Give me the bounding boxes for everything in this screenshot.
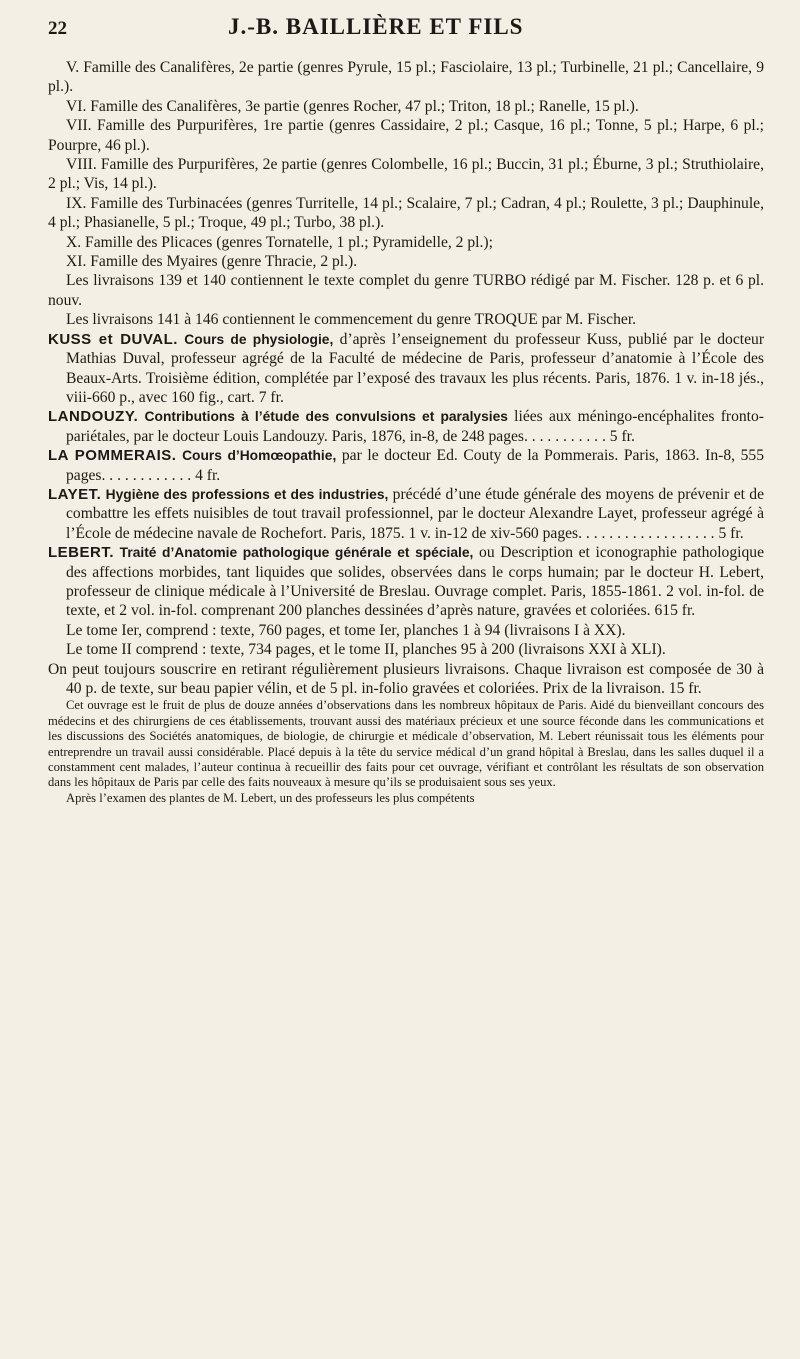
page-number: 22 (48, 18, 67, 39)
note-paragraph: Après l’examen des plantes de M. Lebert, un des professeurs les plus compétents (66, 790, 475, 805)
running-title: J.-B. BAILLIÈRE ET FILS (228, 14, 524, 39)
series-paragraph: V. Famille des Canalifères, 2e partie (genres Pyrule, 15 pl.; Fasciolaire, 13 pl.; Turbinelle, 21 pl.; Cancellaire, 9 pl.). (48, 59, 764, 96)
series-paragraph: IX. Famille des Turbinacées (genres Turritelle, 14 pl.; Scalaire, 7 pl.; Cadran, 4 pl.; Roulette, 3 pl.; Dauphinule, 4 pl.; Phasianelle, 5 pl.; Troque, 49 pl.; Turbo, 38 pl.). (48, 194, 764, 232)
entry-body: liées aux méningo-encéphalites fronto-pariétales, par le docteur Louis Landouzy. Paris, 1876, in-8, de 248 pages. . . . . . . . . . . (66, 408, 764, 445)
catalogue-entry-kuss (48, 330, 764, 408)
entry-title: Cours de physiologie, (184, 331, 334, 347)
entry-author: LANDOUZY. (48, 408, 139, 426)
entry-author: KUSS et DUVAL. (48, 330, 178, 348)
catalogue-entry-la-pommerais (48, 446, 764, 485)
footnote (48, 698, 764, 806)
catalogue-text (48, 58, 764, 698)
series-paragraph: Les livraisons 141 à 146 contiennent le commencement du genre TROQUE par M. Fischer. (66, 311, 637, 329)
catalogue-entry-layet (48, 485, 764, 543)
lebert-subscription: On peut toujours souscrire en retirant régulièrement plusieurs livraisons. Chaque livraison est composée de 30 à 40 p. de texte, sur beau papier vélin, et de 5 pl. in-folio gravées et coloriées. Prix de la livraison. 15 fr. (48, 660, 764, 697)
entry-price: 615 fr. (654, 602, 696, 620)
entry-body: précédé d’une étude générale des moyens de prévenir et de combattre les effets nuisibles de tout travail professionnel, par le docteur Alexandre Layet, professeur agrégé à l’École de médecine navale de Rochefort. Paris, 1875. 1 v. in-12 de xiv-560 pages. . . . . . . . . . . . . . . . . . (66, 485, 765, 542)
lebert-detail: Le tome Ier, comprend : texte, 760 pages, et tome Ier, planches 1 à 94 (livraisons I à XX). (66, 621, 626, 639)
catalogue-entry-landouzy (48, 407, 764, 446)
entry-author: LA POMMERAIS. (48, 447, 177, 465)
series-paragraph: VII. Famille des Purpurifères, 1re partie (genres Cassidaire, 2 pl.; Casque, 16 pl.; Tonne, 5 pl.; Harpe, 6 pl.; Pourpre, 46 pl.). (48, 117, 764, 154)
entry-title: Hygiène des professions et des industries, (105, 486, 389, 502)
entry-price: 7 fr. (258, 388, 284, 406)
entry-author: LAYET. (48, 485, 102, 503)
entry-body: par le docteur Ed. Couty de la Pommerais. Paris, 1863. In-8, 555 pages. . . . . . . . . . . . (66, 447, 765, 484)
entry-title: Contributions à l’étude des convulsions et paralysies (144, 409, 508, 425)
series-paragraph: VI. Famille des Canalifères, 3e partie (genres Rocher, 47 pl.; Triton, 18 pl.; Ranelle, 15 pl.). (66, 97, 639, 115)
entry-price: 5 fr. (609, 427, 635, 445)
entry-author: LEBERT. (48, 544, 115, 562)
lebert-detail: Le tome II comprend : texte, 734 pages, et le tome II, planches 95 à 200 (livraisons XXI à XLI). (66, 641, 666, 659)
entry-body: ou Description et iconographie pathologique des affections morbides, tant liquides que solides, observées dans le corps humain; par le docteur H. Lebert, professeur de clinique médicale à l’Université de Breslau. Ouvrage complet. Paris, 1855-1861. 2 vol. in-fol. de texte, et 2 vol. in-fol. comprenant 200 planches dessinées d’après nature, gravées et coloriées. (66, 544, 764, 620)
entry-body: d’après l’enseignement du professeur Kuss, publié par le docteur Mathias Duval, professeur agrégé de la Faculté de médecine de Paris, professeur d’anatomie à l’École des Beaux-Arts. Troisième édition, complétée par l’exposé des travaux les plus récents. Paris, 1876. 1 v. in-18 jés., viii-660 p., avec 160 fig., cart. (66, 330, 765, 406)
series-paragraph: XI. Famille des Myaires (genre Thracie, 2 pl.). (66, 253, 358, 271)
entry-price: 4 fr. (195, 466, 221, 484)
catalogue-entry-lebert (48, 543, 764, 621)
page-header (48, 14, 764, 58)
note-paragraph: Cet ouvrage est le fruit de plus de douze années d’observations dans les nombreux hôpitaux de Paris. Aidé du bienveillant concours des médecins et des chirurgiens de ces établissements, trouvant aussi des matériaux précieux et une source féconde dans les communications et les discussions des Sociétés anatomiques, de biologie, de chirurgie et médicale d’observation, M. Lebert réunissait tous les éléments pour entreprendre un travail aussi considérable. Placé depuis à la tête du service médical d’un grand hôpital à Breslau, dans les salles duquel il a constamment cent malades, l’auteur continua à recueillir des faits pour cet ouvrage, vérifiant et contrôlant les résultats de son observation dans les hôpitaux de Paris par celle des faits nouveaux à mesure qu’ils se produisaient sous ses yeux. (48, 698, 764, 790)
series-paragraph: Les livraisons 139 et 140 contiennent le texte complet du genre TURBO rédigé par M. Fischer. 128 p. et 6 pl. nouv. (48, 272, 764, 309)
series-paragraph: X. Famille des Plicaces (genres Tornatelle, 1 pl.; Pyramidelle, 2 pl.); (66, 233, 493, 251)
series-paragraph: VIII. Famille des Purpurifères, 2e partie (genres Colombelle, 16 pl.; Buccin, 31 pl.; Éburne, 3 pl.; Struthiolaire, 2 pl.; Vis, 14 pl.). (48, 156, 764, 193)
entry-title: Cours d’Homœopathie, (182, 448, 337, 464)
entry-title: Traité d’Anatomie pathologique générale et spéciale, (119, 545, 474, 561)
entry-price: 5 fr. (718, 524, 744, 542)
